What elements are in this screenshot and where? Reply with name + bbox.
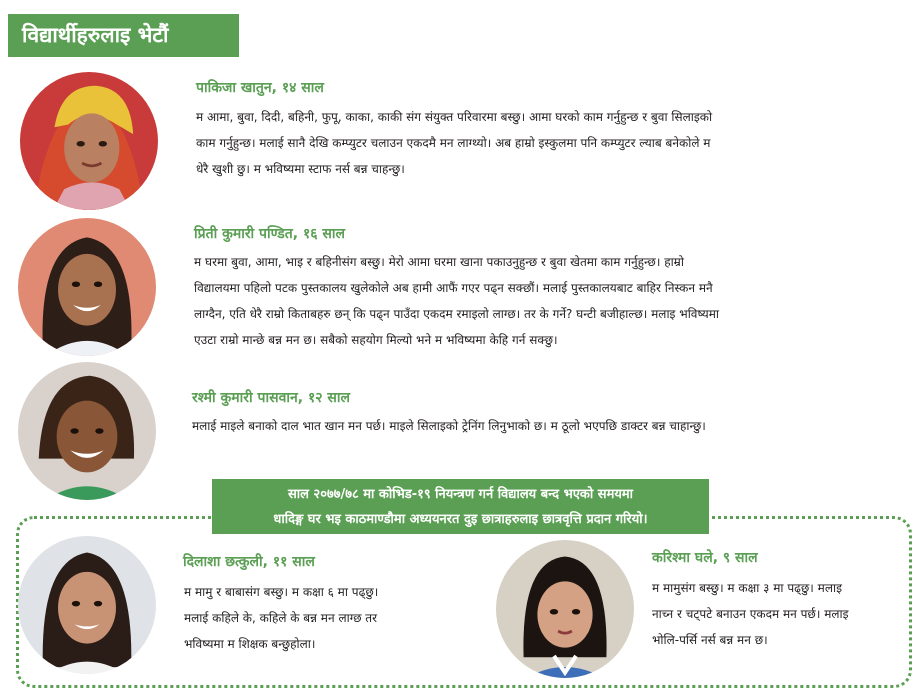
bio-line: लाग्दैन, एति धेरै राम्रो किताबहरु छन् कि पढ्न पाउँदा एकदम रमाइलो लाग्छ। तर के गर्ने? घन्टी बजीहाल्छ। मलाइ भविष्यमा [194,307,719,321]
scholarship-notice [212,479,709,534]
page-title: विद्यार्थीहरुलाइ भेटौं [8,14,239,57]
bio-line: काम गर्नुहुन्छ। मलाई सानै देखि कम्प्युटर चलाउन एकदमै मन लाग्थ्यो। अब हाम्रो इस्कुलमा पनि कम्प्युटर ल्याब बनेकोले म [196,136,711,150]
bio-line: म आमा, बुवा, दिदी, बहिनी, फुपू, काका, काकी संग संयुक्त परिवारमा बस्छु। आमा घरको काम गर्नुहुन्छ र बुवा सिलाइको [196,110,713,124]
student-photo-pakija [20,72,158,210]
bio-line: भविष्यमा म शिक्षक बन्छुहोला। [184,637,316,651]
bio-line: मलाई माइले बनाको दाल भात खान मन पर्छ। माइले सिलाइको ट्रेनिंग लिनुभाको छ। म ठूलो भएपछि डाक्टर बन्न चाहान्छु। [192,419,706,433]
scholar-bio [184,579,484,657]
bio-line: म मामु र बाबासंग बस्छु। म कक्षा ६ मा पढ्छु। [184,585,379,599]
scholar-photo-karishma [496,540,634,678]
bio-line: म मामुसंग बस्छु। म कक्षा ३ मा पढ्छु। मलाइ [652,581,842,595]
student-photo-rashmi [18,362,156,500]
bio-line: भोलि-पर्सि नर्स बन्न मन छ। [652,633,768,647]
notice-line: साल २०७७/७८ मा कोभिड-१९ नियन्त्रण गर्न विद्यालय बन्द भएको समयमा [287,487,634,502]
bio-line: धेरै खुशी छु। म भविष्यमा स्टाफ नर्स बन्न चाहन्छु। [196,162,405,176]
bio-line: एउटा राम्रो मान्छे बन्न मन छ। सबैको सहयोग मिल्यो भने म भविष्यमा केहि गर्न सक्छु। [194,333,558,347]
scholar-name: दिलाशा छत्कुली, ११ साल [183,554,315,570]
student-name: प्रिती कुमारी पण्डित, १६ साल [194,226,345,242]
bio-line: मलाई कहिले के, कहिले के बन्न मन लाग्छ तर [184,611,378,625]
student-bio [196,104,896,182]
student-name: रश्मी कुमारी पासवान, १२ साल [192,390,350,406]
notice-line: धादिङ्ग घर भइ काठमाण्डौमा अध्ययनरत दुइ छात्राहरुलाइ छात्रवृत्ति प्रदान गरियो। [273,512,648,527]
student-bio [194,249,899,353]
scholar-name: करिश्मा घले, ९ साल [652,550,758,566]
scholar-bio [652,575,910,653]
student-name: पाकिजा खातुन, १४ साल [196,80,324,96]
student-bio [192,413,902,439]
bio-line: म घरमा बुवा, आमा, भाइ र बहिनीसंग बस्छु। मेरो आमा घरमा खाना पकाउनुहुन्छ र बुवा खेतमा काम गर्नुहुन्छ। हाम्रो [194,255,684,269]
bio-line: विद्यालयमा पहिलो पटक पुस्तकालय खुलेकोले अब हामी आफैं गएर पढ्न सक्छौं। मलाई पुस्तकालयबाट बाहिर निस्कन मनै [194,281,713,295]
student-photo-priti [18,218,156,356]
bio-line: नाच्न र चट्पटे बनाउन एकदम मन पर्छ। मलाइ [652,607,849,621]
scholar-photo-dilasha [18,536,156,674]
